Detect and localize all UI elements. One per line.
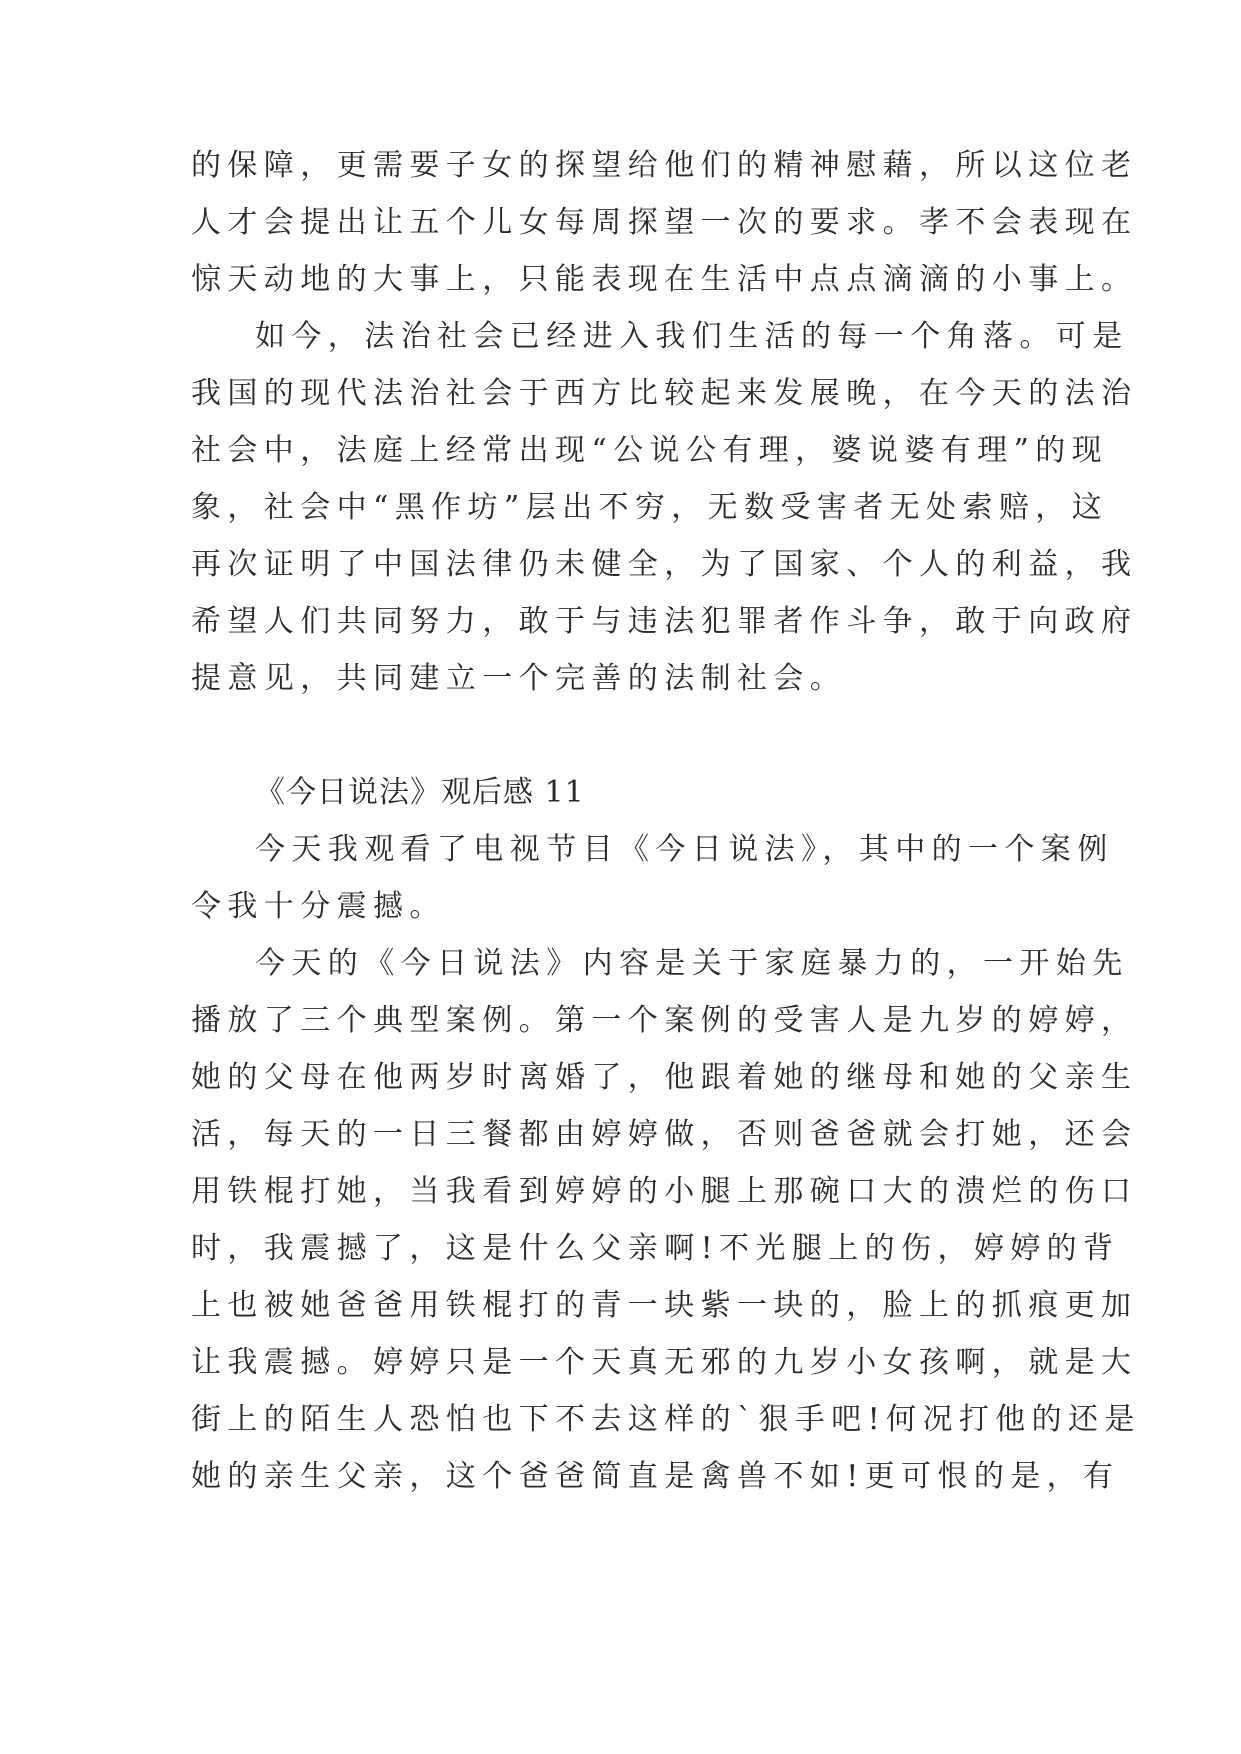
section-title: 《今日说法》观后感 11	[255, 775, 585, 810]
body-text-line: 街上的陌生人恐怕也下不去这样的`狠手吧!何况打他的还是	[191, 1402, 1141, 1437]
body-text-line: 如今，法治社会已经进入我们生活的每一个角落。可是	[255, 319, 1129, 354]
body-text-line: 希望人们共同努力，敢于与违法犯罪者作斗争，敢于向政府	[191, 604, 1138, 639]
body-text-line: 令我十分震撼。	[191, 889, 446, 924]
body-text-line: 今天的《今日说法》内容是关于家庭暴力的，一开始先	[255, 946, 1129, 981]
body-text-line: 社会中，法庭上经常出现“公说公有理，婆说婆有理”的现	[191, 433, 1109, 468]
body-text-line: 今天我观看了电视节目《今日说法》，其中的一个案例	[255, 832, 1114, 867]
body-text-line: 人才会提出让五个儿女每周探望一次的要求。孝不会表现在	[191, 205, 1138, 240]
body-text-line: 让我震撼。婷婷只是一个天真无邪的九岁小女孩啊，就是大	[191, 1345, 1138, 1380]
body-text-line: 提意见，共同建立一个完善的法制社会。	[191, 661, 847, 696]
body-text-line: 她的父母在他两岁时离婚了，他跟着她的继母和她的父亲生	[191, 1060, 1138, 1095]
body-text-line: 我国的现代法治社会于西方比较起来发展晚，在今天的法治	[191, 376, 1138, 411]
body-text-line: 活，每天的一日三餐都由婷婷做，否则爸爸就会打她，还会	[191, 1117, 1138, 1152]
body-text-line: 再次证明了中国法律仍未健全，为了国家、个人的利益，我	[191, 547, 1138, 582]
body-text-line: 播放了三个典型案例。第一个案例的受害人是九岁的婷婷，	[191, 1003, 1138, 1038]
body-text-line: 惊天动地的大事上，只能表现在生活中点点滴滴的小事上。	[191, 262, 1138, 297]
body-text-line: 的保障，更需要子女的探望给他们的精神慰藉，所以这位老	[191, 148, 1138, 183]
body-text-line: 上也被她爸爸用铁棍打的青一块紫一块的，脸上的抓痕更加	[191, 1288, 1138, 1323]
body-text-line: 象，社会中“黑作坊”层出不穷，无数受害者无处索赔，这	[191, 490, 1109, 525]
body-text-line: 时，我震撼了，这是什么父亲啊!不光腿上的伤，婷婷的背	[191, 1231, 1120, 1266]
body-text-line: 用铁棍打她，当我看到婷婷的小腿上那碗口大的溃烂的伤口	[191, 1174, 1138, 1209]
body-text-line: 她的亲生父亲，这个爸爸简直是禽兽不如!更可恨的是，有	[191, 1459, 1120, 1494]
